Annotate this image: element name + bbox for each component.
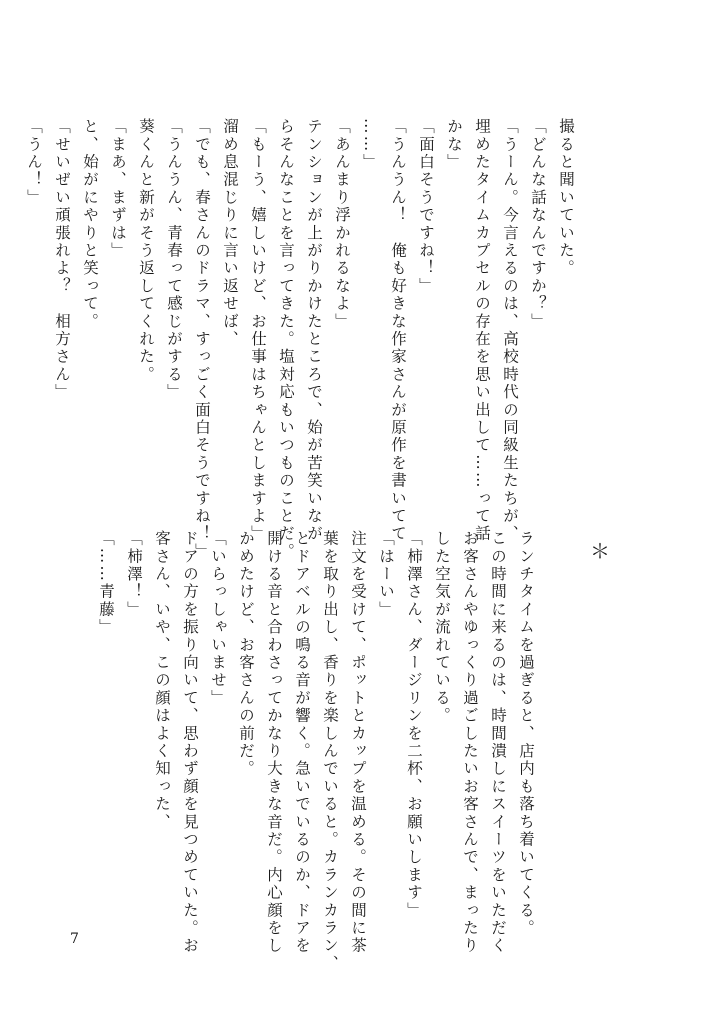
text-line: 「はーい」 xyxy=(377,530,395,619)
text-line: 葵くんと新がそう返してくれた。 xyxy=(137,118,155,384)
text-line: と、始がにやりと笑って。 xyxy=(81,118,99,331)
text-line: 「どんな話なんですか？」 xyxy=(529,118,547,331)
text-line: かな」 xyxy=(445,118,463,172)
text-line: 「いらっしゃいませ」 xyxy=(209,530,227,707)
text-line: お客さんやゆっくり過ごしたいお客さんで、まったり xyxy=(461,530,479,955)
text-line: 「うんうん！ 俺も好きな作家さんが原作を書いてて xyxy=(389,118,407,543)
text-line: テンションが上がりかけたところで、始が苦笑いなが xyxy=(305,118,323,543)
text-line: 「せいぜい頑張れよ？ 相方さん」 xyxy=(53,118,71,402)
text-line: 「柿澤！」 xyxy=(125,530,143,619)
text-line: 注文を受けて、ポットとカップを温める。その間に茶 xyxy=(349,530,367,955)
text-line: とドアベルの鳴る音が響く。急いでいるのか、ドアを xyxy=(293,530,311,955)
text-line: 「柿澤さん、ダージリンを二杯、お願いします」 xyxy=(405,530,423,920)
text-line: らそんなことを言ってきた。塩対応もいつものことだ。 xyxy=(277,118,295,561)
text-line: 「あんまり浮かれるなよ」 xyxy=(333,118,351,331)
text-line: 「……青藤」 xyxy=(97,530,115,637)
text-line: 「うーん。今言えるのは、高校時代の同級生たちが、 xyxy=(501,118,519,543)
lower-text-block xyxy=(92,530,540,973)
text-line: かめたけど、お客さんの前だ。 xyxy=(237,530,255,778)
text-line: ……」 xyxy=(361,118,379,172)
text-line: 「うん！」 xyxy=(25,118,43,207)
text-line: 葉を取り出し、香りを楽しんでいると。カランカラン、 xyxy=(321,530,339,973)
text-line: 撮ると聞いていた。 xyxy=(557,118,575,278)
text-line: 開ける音と合わさってかなり大きな音だ。内心顔をし xyxy=(265,530,283,955)
section-separator-asterisk: ＊ xyxy=(590,539,610,563)
text-line: 「まあ、まずは」 xyxy=(109,118,127,260)
text-line: 「でも、春さんのドラマ、すっごく面白そうですね！」 xyxy=(193,118,211,561)
text-line: ドアの方を振り向いて、思わず顔を見つめていた。お xyxy=(181,530,199,955)
text-line: ランチタイムを過ぎると、店内も落ち着いてくる。 xyxy=(517,530,535,938)
text-line: この時間に来るのは、時間潰しにスイーツをいただく xyxy=(489,530,507,955)
text-line: 埋めたタイムカプセルの存在を思い出して……って話 xyxy=(473,118,491,543)
text-line: 「うんうん、青春って感じがする」 xyxy=(165,118,183,402)
page-number: 7 xyxy=(70,931,79,947)
text-line: 客さん、いや、この顔はよく知った、 xyxy=(153,530,171,831)
text-line: 溜め息混じりに言い返せば、 xyxy=(221,118,239,349)
text-line: 「面白そうですね！」 xyxy=(417,118,435,295)
upper-text-block xyxy=(20,118,580,561)
text-line: 「もーう、嬉しいけど、お仕事はちゃんとしますよ」 xyxy=(249,118,267,543)
text-line: した空気が流れている。 xyxy=(433,530,451,725)
